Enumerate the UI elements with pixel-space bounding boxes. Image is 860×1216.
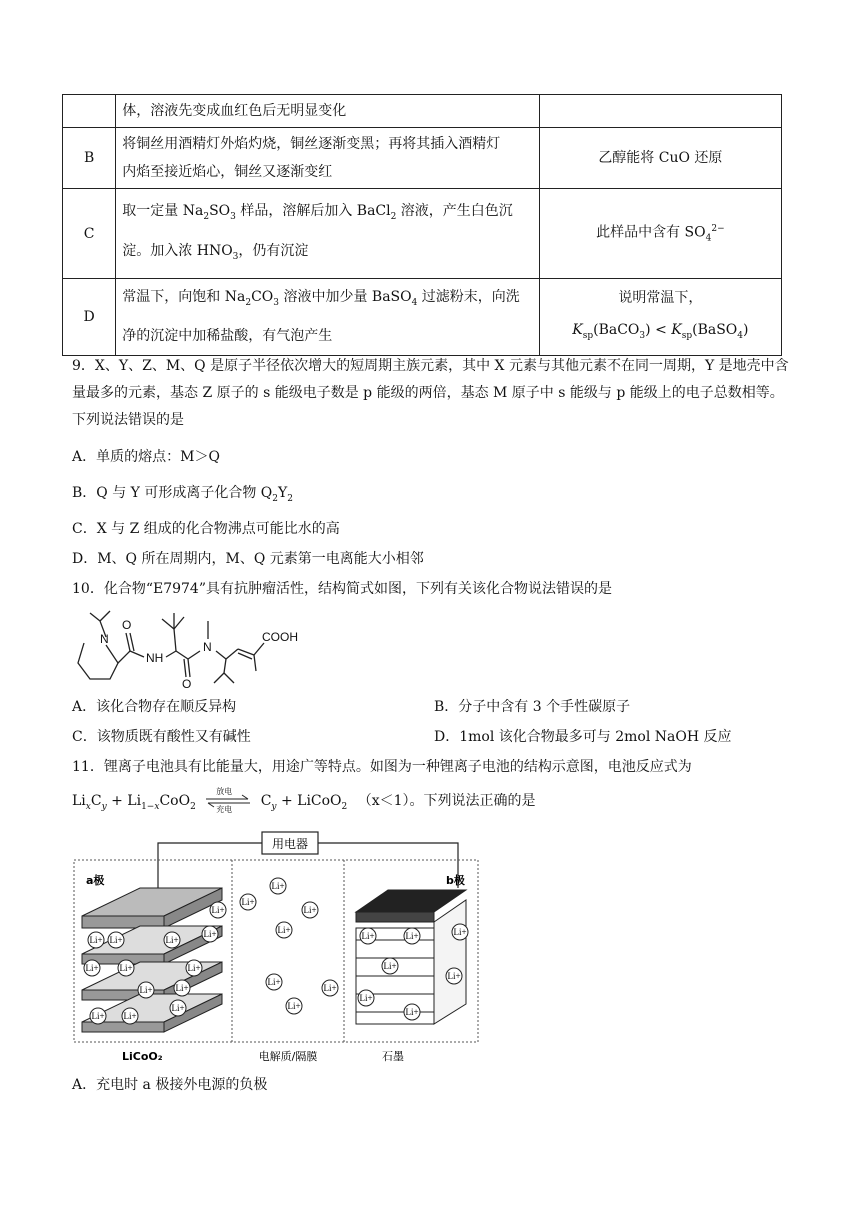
row-conclusion (539, 95, 781, 128)
li-ion (404, 928, 420, 944)
li-ion (118, 960, 134, 976)
q10-option-c: C．该物质既有酸性又有碱性 (72, 729, 251, 745)
svg-text:Li+: Li+ (175, 983, 189, 993)
e7974-structure (70, 607, 300, 689)
equation-left: $Li_xC_y + Li_{1-x}CoO_2$ (72, 793, 196, 812)
n-atom-label: N (203, 640, 212, 654)
li-ion (138, 982, 154, 998)
q10-option-b: B．分子中含有 3 个手性碳原子 (434, 699, 631, 715)
equation-arrow (204, 787, 252, 814)
svg-text:Li+: Li+ (139, 985, 153, 995)
li-ion (88, 932, 104, 948)
q9-stem: 9．X、Y、Z、M、Q 是原子半径依次增大的短周期主族元素，其中 X 元素与其他元素不在同一周期，Y 是地壳中含量最多的元素，基态 Z 原子的 s 能级电子数是 p 能级的两倍，基态 M 原子中 s 能级与 p 能级上的电子总数相等。下列说法错误的是 (72, 358, 789, 428)
row-conclusion: 乙醇能将 CuO 还原 (539, 128, 781, 189)
arrow-label-discharge: 放电 (216, 787, 233, 796)
row-operation: 常温下，向饱和 $Na_2CO_3$ 溶液中加少量 BaSO$_4$ 过滤粉末，向洗 净的沉淀中加稀盐酸，有气泡产生 (116, 279, 539, 356)
row-label: B (63, 128, 116, 189)
li-ion (90, 1008, 106, 1024)
row-operation: 取一定量 $Na_2SO_3$ 样品，溶解后加入 BaCl$_2$ 溶液，产生白色沉 淀。加入浓 $HNO_3$，仍有沉淀 (116, 189, 539, 279)
b-pole-label: b极 (446, 874, 465, 887)
table-row (63, 279, 782, 356)
equation-tail: （x＜1）。下列说法正确的是 (357, 793, 536, 809)
svg-text:Li+: Li+ (267, 977, 281, 987)
li-ion (108, 932, 124, 948)
equation-right: $C_y$ + LiCoO$_2$ (260, 793, 348, 812)
cooh-group-label: COOH (262, 630, 298, 644)
li-ion (322, 980, 338, 996)
svg-text:Li+: Li+ (203, 929, 217, 939)
svg-text:Li+: Li+ (453, 927, 467, 937)
li-ion (360, 928, 376, 944)
battery-equation (72, 787, 536, 814)
row-label: D (63, 279, 116, 356)
svg-text:Li+: Li+ (323, 983, 337, 993)
li-ion (240, 894, 256, 910)
li-ion (286, 998, 302, 1014)
o-atom-label: O (122, 618, 132, 632)
battery-diagram (72, 828, 482, 1064)
table-row (63, 128, 782, 189)
li-ion (202, 926, 218, 942)
svg-text:Li+: Li+ (383, 961, 397, 971)
electrolyte-caption: 电解质/隔膜 (258, 1050, 318, 1063)
li-ion (186, 960, 202, 976)
svg-text:Li+: Li+ (359, 993, 373, 1003)
svg-text:Li+: Li+ (405, 1007, 419, 1017)
li-ion (302, 902, 318, 918)
li-ion (452, 924, 468, 940)
q10-stem: 10．化合物“E7974”具有抗肿瘤活性，结构简式如图，下列有关该化合物说法错误的是 (72, 581, 612, 597)
li-ion (382, 958, 398, 974)
li-ion (84, 960, 100, 976)
row-conclusion: 此样品中含有 $SO_4^{2-}$ (539, 189, 781, 279)
q10-option-a: A．该化合物存在顺反异构 (72, 699, 237, 715)
li-ion (270, 878, 286, 894)
svg-text:Li+: Li+ (241, 897, 255, 907)
svg-text:Li+: Li+ (119, 963, 133, 973)
svg-text:Li+: Li+ (123, 1011, 137, 1021)
li-ion (174, 980, 190, 996)
svg-text:Li+: Li+ (187, 963, 201, 973)
svg-text:Li+: Li+ (271, 881, 285, 891)
svg-text:Li+: Li+ (165, 935, 179, 945)
row-operation: 体，溶液先变成血红色后无明显变化 (116, 95, 539, 128)
li-ion (446, 968, 462, 984)
li-ion (276, 922, 292, 938)
svg-text:Li+: Li+ (89, 935, 103, 945)
li-ion (122, 1008, 138, 1024)
q9-option-a: A．单质的熔点：M＞Q (72, 449, 220, 465)
q11-stem: 11．锂离子电池具有比能量大，用途广等特点。如图为一种锂离子电池的结构示意图，电池反应式为 (72, 759, 692, 775)
li-ion (164, 932, 180, 948)
arrow-label-charge: 充电 (216, 805, 233, 814)
svg-text:Li+: Li+ (303, 905, 317, 915)
graphite-caption: 石墨 (382, 1050, 404, 1063)
li-ion (170, 1000, 186, 1016)
experiment-table (62, 94, 782, 356)
svg-text:Li+: Li+ (85, 963, 99, 973)
row-label: C (63, 189, 116, 279)
li-ion (404, 1004, 420, 1020)
licoo2-caption: LiCoO₂ (122, 1050, 163, 1063)
o-atom-label: O (182, 677, 192, 689)
row-operation: 将铜丝用酒精灯外焰灼烧，铜丝逐渐变黑；再将其插入酒精灯 内焰至接近焰心，铜丝又逐渐变红 (116, 128, 539, 189)
li-ion (210, 902, 226, 918)
n-atom-label: N (100, 632, 109, 646)
svg-text:Li+: Li+ (447, 971, 461, 981)
q9-option-c: C．X 与 Z 组成的化合物沸点可能比水的高 (72, 521, 340, 537)
q11-option-a: A．充电时 a 极接外电源的负极 (72, 1077, 268, 1093)
row-label (63, 95, 116, 128)
svg-text:Li+: Li+ (287, 1001, 301, 1011)
li-ion (358, 990, 374, 1006)
svg-text:Li+: Li+ (277, 925, 291, 935)
nh-group-label: NH (146, 651, 164, 665)
row-conclusion: 说明常温下， $K_{sp}(BaCO_3)$ < $K_{sp}(BaSO_4)$ (539, 279, 781, 356)
q10-option-d: D．1mol 该化合物最多可与 2mol NaOH 反应 (434, 729, 732, 745)
svg-text:Li+: Li+ (91, 1011, 105, 1021)
svg-text:Li+: Li+ (405, 931, 419, 941)
a-pole-label: a极 (86, 874, 105, 887)
device-label: 用电器 (271, 837, 309, 851)
svg-text:Li+: Li+ (171, 1003, 185, 1013)
q9-option-b: B．Q 与 Y 可形成离子化合物 $Q_2Y_2$ (72, 485, 294, 504)
q9-option-d: D．M、Q 所在周期内，M、Q 元素第一电离能大小相邻 (72, 551, 424, 567)
table-row (63, 95, 782, 128)
svg-text:Li+: Li+ (109, 935, 123, 945)
li-ion (266, 974, 282, 990)
svg-text:Li+: Li+ (361, 931, 375, 941)
svg-text:Li+: Li+ (211, 905, 225, 915)
table-row (63, 189, 782, 279)
